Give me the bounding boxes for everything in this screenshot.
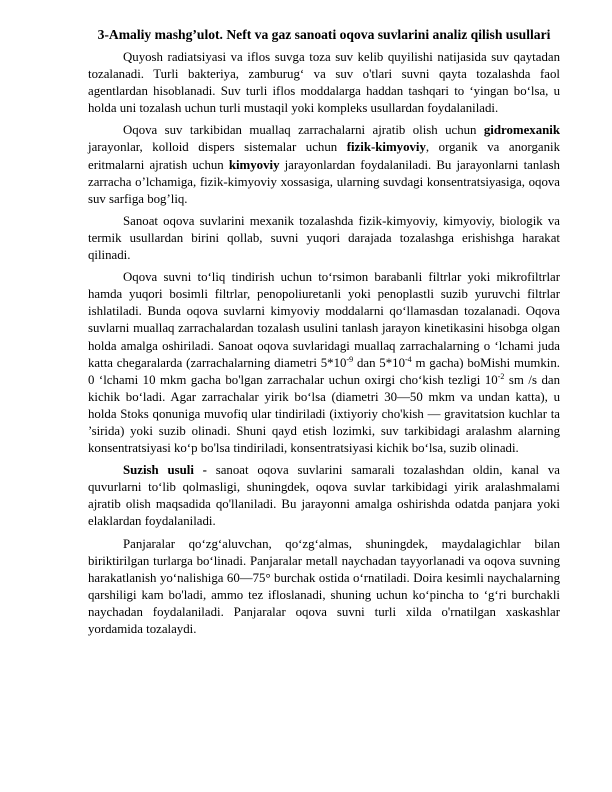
paragraph-2 [88,122,560,207]
term-suzish-usuli: Suzish usuli - [123,463,216,478]
document-title: 3-Amaliy mashg’ulot. Neft va gaz sanoati oqova suvlarini analiz qilish usullari [97,27,551,42]
term-fizik-kimyoviy: fizik-kimyoviy [346,140,426,155]
paragraph-2-text-2: jarayonlar, kolloid dispers sistemalar uchun [88,140,347,155]
paragraph-3: Sanoat oqova suvlarini mexanik tozalashda fizik-kimyoviy, kimyoviy, biologik va termik usullardan birini qollab, suvni yuqori darajada tozalashga erishishga harakat qilinadi. [88,213,560,263]
paragraph-4-text-2: dan 5*10 [353,355,405,370]
paragraph-4-text-1: Oqova suvni to‘liq tindirish uchun to‘rsimon barabanli filtrlar yoki mikrofiltrlar hamda yuqori bosimli filtrlar, penopoliuretanli yoki penoplastli suzib yuruvchi filtrlar ishlatiladi. Bunda oqova suvlarni kimyoviy moddalarni qo‘llamasdan tozalanadi. Oqova suvlarni muallaq zarrachalardan tozalash usulini tanlash jarayon kinetikasini hisobga olgan holda amalga oshiriladi. Sanoat oqova suvlaridagi muallaq zarrachalarning o ‘lchami juda katta chegaralarda (zarrachalarning diametri 5*10 [88,270,560,370]
term-gidromexanik: gidromexanik [483,123,560,138]
paragraph-2-text-4: jarayonlardan foydalaniladi. Bu jarayonlarni tanlash zarracha o’lchamiga, fizik-kimyoviy xossasiga, ularning suvdagi konsentratsiyasiga, oqova suv sarfiga bog’liq. [88,157,560,206]
exponent-2: -4 [405,354,412,364]
exponent-3: -2 [497,371,505,381]
paragraph-4-text-3: m gacha) boMishi mumkin. 0 ‘lchami 10 mkm gacha bo'lgan zarrachalar uchun oxirgi cho‘kish tezligi 10 [88,355,561,387]
term-kimyoviy: kimyoviy [228,157,280,172]
paragraph-2-text-1: Oqova suv tarkibidan muallaq zarrachalarni ajratib olish uchun [123,123,484,138]
document-page [88,26,560,643]
paragraph-5-text-1: sanoat oqova suvlarini samarali tozalashdan oldin, kanal va quvurlarni to‘lib qolmasligi, shuningdek, oqova suvlar tarkibidagi yirik aralashmalami ajratib olish maqsadida qo'llaniladi. Bu jarayonni amalga oshirishda odatda panjara yoki elaklardan foydalaniladi. [88,463,560,529]
paragraph-6: Panjaralar qo‘zg‘aluvchan, qo‘zg‘almas, shuningdek, maydalagichlar bilan biriktirilgan turlarga bo‘linadi. Panjaralar metall naychadan tayyorlanadi va oqova suvning harakatlanish yo‘nalishiga 60—75° burchak ostida o‘rnatiladi. Doira kesimli naychalarning qarshiligi kam bo'ladi, ammo tez ifloslanadi, shuning uchun ko‘pincha to ‘g‘ri burchakli naychadan foydalaniladi. Panjaralar oqova suvni turli xilda o'rnatilgan xaskashlar yordamida tozalaydi. [88,536,560,636]
paragraph-4 [88,269,560,457]
paragraph-2-text-3: , organik va anorganik eritmalarni ajratish uchun [88,140,560,172]
paragraph-5 [88,462,560,530]
paragraph-4-text-4: sm /s dan kichik bo‘ladi. Agar zarrachalar yirik bo‘lsa (diametri 30—50 mkm va undan katta), u holda Stoks qonuniga muvofiq ular tindiriladi (ixtiyoriy cho'kish — gravitatsion kuchlar ta ’sirida) yoki suzib olinadi. Shuni qayd etish lozimki, suv tarkibidagi aralashm alarning konsentratsiyasi ko‘p bo'lsa tindiriladi, konsentratsiyasi kichik bo‘lsa, suzib olinadi. [88,372,561,456]
paragraph-1: Quyosh radiatsiyasi va iflos suvga toza suv kelib quyilishi natijasida suv qaytadan tozalanadi. Turli bakteriya, zamburug‘ va suv o'tlari suvni qayta tozalashda faol agentlardan hisoblanadi. Suv turli iflos moddalarga haddan tashqari to ‘yingan bo‘lsa, u holda uni tozalash uchun turli mustaqil yoki kompleks usullardan foydalaniladi. [88,50,560,116]
exponent-1: -9 [346,354,354,364]
